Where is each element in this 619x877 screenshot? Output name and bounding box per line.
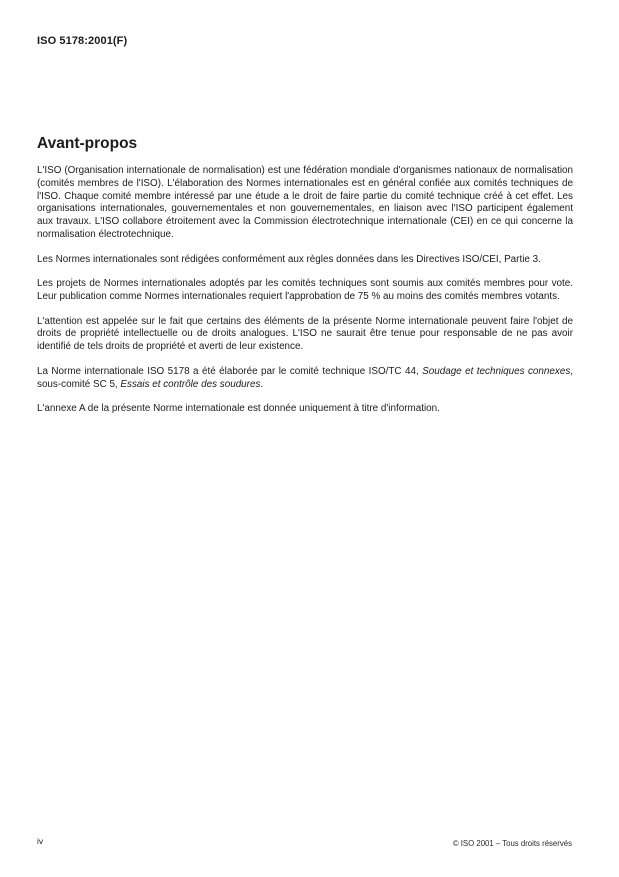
paragraph-segment: , sous-comité SC 5,	[37, 365, 574, 390]
paragraph-iso-federation: L'ISO (Organisation internationale de normalisation) est une fédération mondiale d'organismes nationaux de normalisation (comités membres de l'ISO). L'élaboration des Normes internationales est en général confiée aux comités techniques de l'ISO. Chaque comité membre intéressé par une étude a le droit de faire partie du comité technique créé à cet effet. Les organisations internationales, gouvernementales et non gouvernementales, en liaison avec l'ISO participent également aux travaux. L'ISO collabore étroitement avec la Commission électrotechnique internationale (CEI) en ce qui concerne la normalisation électrotechnique.	[37, 165, 573, 240]
paragraph-segment: La Norme internationale ISO 5178 a été élaborée par le comité technique ISO/TC 44,	[37, 365, 423, 377]
copyright-notice: © ISO 2001 – Tous droits réservés	[452, 839, 572, 848]
paragraph-annexe-info: L'annexe A de la présente Norme internationale est donnée uniquement à titre d'information.	[37, 403, 440, 415]
paragraph-comite-technique	[37, 366, 573, 392]
document-reference-header: ISO 5178:2001(F)	[37, 35, 128, 47]
paragraph-droits-propriete: L'attention est appelée sur le fait que certains des éléments de la présente Norme internationale peuvent faire l'objet de droits de propriété intellectuelle ou de droits analogues. L'ISO ne saurait être tenue pour responsable de ne pas avoir identifié de tels droits de propriété et averti de leur existence.	[37, 315, 573, 353]
paragraph-segment-italic: Soudage et techniques connexes	[422, 365, 571, 377]
paragraph-segment: .	[260, 378, 264, 390]
page-number: iv	[37, 836, 44, 846]
paragraph-segment-italic: Essais et contrôle des soudures	[120, 378, 261, 390]
paragraph-vote-approbation: Les projets de Normes internationales adoptés par les comités techniques sont soumis aux comités membres pour vote. Leur publication comme Normes internationales requiert l'approbation de 75 % au moins des comités membres votants.	[37, 278, 573, 302]
paragraph-directives: Les Normes internationales sont rédigées conformément aux règles données dans les Directives ISO/CEI, Partie 3.	[37, 253, 541, 265]
section-heading-avant-propos: Avant-propos	[37, 135, 138, 152]
foreword-body	[37, 165, 573, 428]
